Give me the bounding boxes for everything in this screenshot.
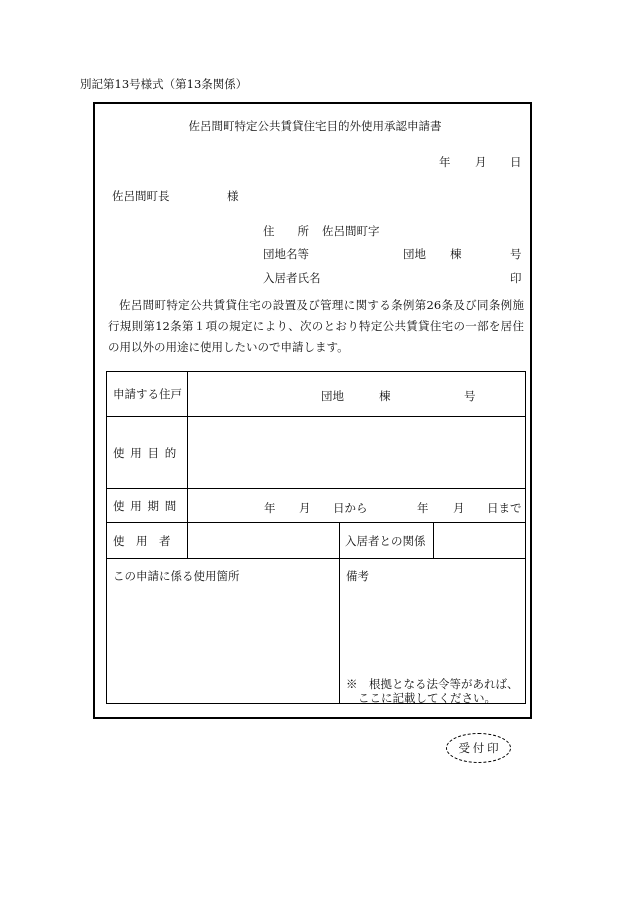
period-end-month: 月 [453, 501, 465, 515]
seal-mark: 印 [510, 271, 522, 285]
period-start-year: 年 [264, 501, 276, 515]
purpose-value-cell[interactable] [188, 417, 526, 489]
receipt-stamp-label: 受付印 [458, 741, 502, 755]
remarks-label: 備考 [346, 569, 369, 583]
resident-name-label: 入居者氏名 [263, 271, 321, 285]
date-day: 日 [510, 155, 522, 169]
dwelling-unit: 号 [464, 389, 476, 403]
period-start-day: 日から [333, 501, 368, 515]
location-cell[interactable] [107, 559, 340, 704]
addressee-honorific: 様 [227, 189, 239, 203]
period-start-month: 月 [299, 501, 311, 515]
period-row [107, 489, 526, 523]
period-end-year: 年 [417, 501, 429, 515]
location-label: この申請に係る使用箇所 [113, 569, 240, 583]
dwelling-label: 申請する住戸 [107, 372, 188, 417]
dwelling-building: 棟 [379, 389, 391, 403]
body-paragraph: 佐呂間町特定公共賃貸住宅の設置及び管理に関する条例第26条及び同条例施行規則第12条第１項の規定により、次のとおり特定公共賃貸住宅の一部を居住の用以外の用途に使用したいので申請します。 [108, 298, 524, 354]
dwelling-value-cell[interactable] [188, 372, 526, 417]
receipt-stamp-area [446, 733, 511, 763]
location-remarks-row [107, 559, 526, 704]
address-label: 住 所 [263, 224, 309, 238]
relation-label: 入居者との関係 [340, 523, 434, 559]
complex-suffix: 団地 [403, 247, 426, 261]
application-table [106, 371, 526, 704]
relation-value-cell[interactable] [434, 523, 526, 559]
remarks-note-line1: ※ 根拠となる法令等があれば、 [346, 677, 519, 691]
address-value: 佐呂間町字 [322, 224, 380, 238]
period-value-cell[interactable] [188, 489, 526, 523]
addressee-name: 佐呂間町長 [112, 189, 170, 203]
period-label: 使用期間 [107, 489, 188, 523]
purpose-row [107, 417, 526, 489]
form-reference: 別記第13号様式（第13条関係） [80, 77, 248, 91]
building-suffix: 棟 [450, 247, 462, 261]
complex-label: 団地名等 [263, 247, 309, 261]
user-label: 使 用 者 [107, 523, 188, 559]
user-row [107, 523, 526, 559]
form-title: 佐呂間町特定公共賃貸住宅目的外使用承認申請書 [188, 119, 442, 133]
dwelling-row [107, 372, 526, 417]
date-year: 年 [439, 155, 451, 169]
purpose-label: 使用目的 [107, 417, 188, 489]
user-value-cell[interactable] [188, 523, 340, 559]
remarks-note-line2: ここに記載してください。 [358, 691, 496, 705]
remarks-cell[interactable] [340, 559, 526, 704]
date-month: 月 [475, 155, 487, 169]
period-end-day: 日まで [487, 501, 522, 515]
unit-suffix: 号 [510, 247, 522, 261]
dwelling-complex: 団地 [321, 389, 344, 403]
